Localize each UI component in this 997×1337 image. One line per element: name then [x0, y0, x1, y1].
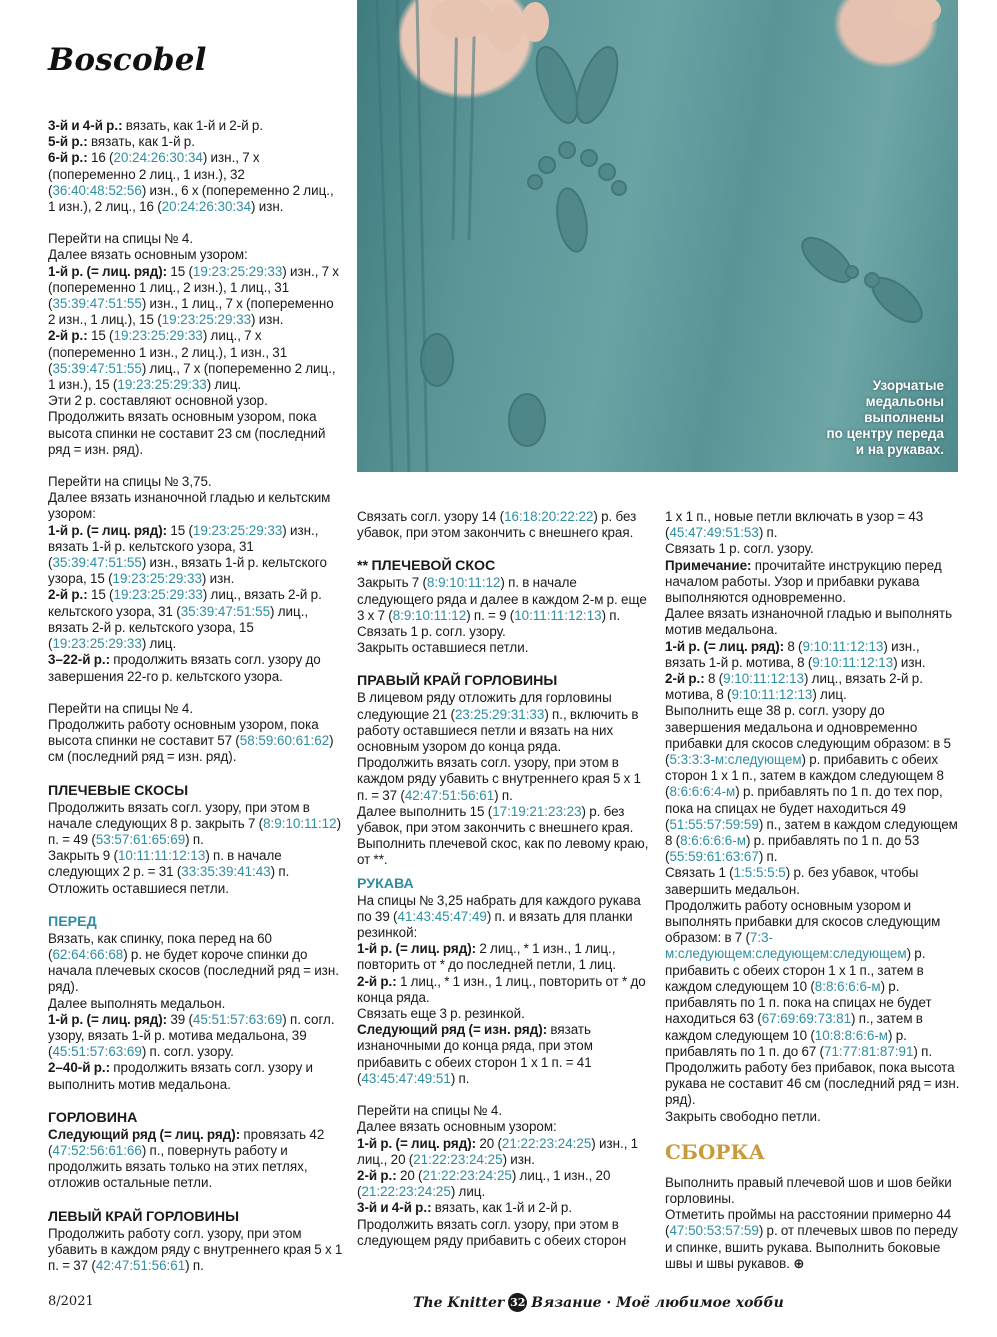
- paragraph: 1-й р. (= лиц. ряд): 15 (19:23:25:29:33) изн., вязать 1-й р. кельтского узора, 31 (35:39:47:51:55) изн., вязать 1-й р. кельтского узора, 15 (19:23:25:29:33) изн.: [48, 522, 327, 587]
- column-right: [665, 509, 961, 1272]
- paragraph: Связать 1 р. согл. узору.: [665, 541, 814, 557]
- paragraph: Закрыть 9 (10:11:11:12:13) п. в начале следующих 2 р. = 31 (33:35:39:41:43) п.: [48, 848, 290, 880]
- paragraph: 1-й р. (= лиц. ряд): 2 лиц., * 1 изн., 1 лиц., повторить от * до последней петли, 1 лиц.: [357, 941, 617, 973]
- paragraph: 2-й р.: 1 лиц., * 1 изн., 1 лиц., повторить от * до конца ряда.: [357, 973, 646, 1005]
- brand-tagline: Вязание · Моё любимое хобби: [531, 1294, 784, 1311]
- paragraph: Следующий ряд (= изн. ряд): вязать изнаночными до конца ряда, при этом прибавить с обеих сторон 1 х 1 п. = 41 (43:45:47:49:51) п.: [357, 1022, 593, 1086]
- paragraph: Связать 1 р. согл. узору.: [357, 624, 506, 640]
- paragraph: Перейти на спицы № 3,75.: [48, 474, 212, 490]
- paragraph: 1-й р. (= лиц. ряд): 20 (21:22:23:24:25) изн., 1 лиц., 20 (21:22:23:24:25) изн.: [357, 1135, 639, 1167]
- paragraph: 1-й р. (= лиц. ряд): 8 (9:10:11:12:13) изн., вязать 1-й р. мотива, 8 (9:10:11:12:13) изн.: [665, 638, 926, 670]
- paragraph: 3-й и 4-й р.: вязать, как 1-й и 2-й р.: [357, 1200, 573, 1216]
- paragraph: 1-й р. (= лиц. ряд): 15 (19:23:25:29:33) изн., 7 х (попеременно 1 лиц., 2 изн.), 1 лиц., 31 (35:39:47:51:55) изн., 1 лиц., 7 х (попеременно 2 изн., 1 лиц.), 15 (19:23:25:29:33) изн.: [48, 263, 339, 328]
- paragraph: Закрыть оставшиеся петли.: [357, 640, 529, 656]
- paragraph: Эти 2 р. составляют основной узор.: [48, 393, 268, 409]
- page-title: Boscobel: [48, 42, 207, 78]
- section-heading: ЛЕВЫЙ КРАЙ ГОРЛОВИНЫ: [48, 1208, 239, 1225]
- paragraph: Продолжить работу согл. узору, при этом убавить в каждом ряду с внутреннего края 5 х 1 п. = 37 (42:47:51:56:61) п.: [48, 1225, 343, 1273]
- paragraph: Перейти на спицы № 4.: [357, 1103, 503, 1119]
- section-heading: СБОРКА: [665, 1139, 765, 1164]
- paragraph: Связать еще 3 р. резинкой.: [357, 1006, 525, 1022]
- section-heading: РУКАВА: [357, 875, 414, 892]
- paragraph: 2-й р.: 20 (21:22:23:24:25) лиц., 1 изн., 20 (21:22:23:24:25) лиц.: [357, 1167, 611, 1200]
- paragraph: Отложить оставшиеся петли.: [48, 880, 229, 896]
- paragraph: Выполнить еще 38 р. согл. узору до завершения медальона и одновременно прибавки для скосов следующим образом: в 5 (5:3:3:3-м:следующем) р. прибавить с обеих сторон 1 х 1 п., затем в каждом следующем 8 (8:6:6:6:4-м) р. прибавлять по 1 п. до тех пор, пока на спицах не будет находиться 49 (51:55:57:59:59) п., затем в каждом следующем 8 (8:6:6:6:6-м) р. прибавлять по 1 п. до 53 (55:59:61:63:67) п.: [665, 703, 958, 865]
- paragraph: Связать 1 (1:5:5:5:5) р. без убавок, чтобы завершить медальон.: [665, 865, 919, 897]
- paragraph: Далее вязать основным узором:: [357, 1119, 557, 1135]
- issue-date: 8/2021: [48, 1294, 94, 1309]
- section-heading: ГОРЛОВИНА: [48, 1109, 138, 1126]
- paragraph: Перейти на спицы № 4.: [48, 231, 194, 247]
- paragraph: Перейти на спицы № 4.: [48, 700, 194, 716]
- paragraph: Закрыть 7 (8:9:10:11:12) п. в начале следующего ряда и далее в каждом 2-м р. еще 3 х 7 (8:9:10:11:12) п. = 9 (10:11:11:12:13) п.: [357, 575, 647, 623]
- column-middle: [357, 509, 653, 1249]
- photo-caption: Узорчатые медальоны выполнены по центру переда и на рукавах.: [826, 378, 944, 457]
- column-left: [48, 118, 344, 1274]
- page-number: 32: [508, 1293, 527, 1312]
- paragraph: Продолжить работу основным узором, пока высота спинки не составит 57 (58:59:60:61:62) см (последний ряд = изн. ряд).: [48, 716, 334, 765]
- paragraph: 3-й и 4-й р.: вязать, как 1-й и 2-й р.: [48, 118, 264, 133]
- paragraph: Далее вязать основным узором:: [48, 247, 248, 263]
- brand-name: The Knitter: [413, 1294, 505, 1311]
- section-heading: ПЕРЕД: [48, 913, 97, 930]
- paragraph: 6-й р.: 16 (20:24:26:30:34) изн., 7 х (попеременно 2 лиц., 1 изн.), 32 (36:40:48:52:56) изн., 6 х (попеременно 2 лиц., 1 изн.), 2 лиц., 16 (20:24:26:30:34) изн.: [48, 150, 334, 215]
- paragraph: Выполнить правый плечевой шов и шов бейки горловины.: [665, 1174, 952, 1206]
- paragraph: 5-й р.: вязать, как 1-й р.: [48, 134, 195, 150]
- paragraph: Далее выполнять медальон.: [48, 995, 226, 1011]
- paragraph: 3–22-й р.: продолжить вязать согл. узору до завершения 22-го р. кельтского узора.: [48, 652, 321, 684]
- paragraph: 1-й р. (= лиц. ряд): 39 (45:51:57:63:69) п. согл. узору, вязать 1-й р. мотива медальона, 39 (45:51:57:63:69) п. согл. узору.: [48, 1011, 335, 1060]
- paragraph: Продолжить работу основным узором и выполнять прибавки для скосов следующим образом: в 7 (7:3-м:следующем:следующем:следующем) р. прибавить с обеих сторон 1 х 1 п., затем в каждом следующем 10 (8:8:6:6:6-м) р. прибавлять по 1 п. пока на спицах не будет находиться 63 (67:69:69:73:81) п., затем в каждом следующем 10 (10:8:8:6:6-м) р. прибавлять по 1 п. до 67 (71:77:81:87:91) п.: [665, 897, 941, 1059]
- paragraph: 2-й р.: 8 (9:10:11:12:13) лиц., вязать 2-й р. мотива, 8 (9:10:11:12:13) лиц.: [665, 671, 923, 703]
- paragraph: Вязать, как спинку, пока перед на 60 (62:64:66:68) р. не будет короче спинки до начала плечевых скосов (последний ряд = изн. ряд).: [48, 930, 339, 995]
- paragraph: Продолжить вязать согл. узору, при этом в каждом ряду убавить с внутреннего края 5 х 1 п. = 37 (42:47:51:56:61) п.: [357, 755, 641, 803]
- paragraph: Далее выполнить 15 (17:19:21:23:23) р. без убавок, при этом закончить с внешнего края.: [357, 803, 634, 836]
- section-heading: ПЛЕЧЕВЫЕ СКОСЫ: [48, 782, 189, 799]
- paragraph: Отметить проймы на расстоянии примерно 44 (47:50:53:57:59) р. от плечевых швов по переду и спинке, вшить рукава. Выполнить боковые швы и швы рукавов. ⊕: [665, 1207, 958, 1271]
- paragraph: Далее вязать изнаночной гладью и выполнять мотив медальона.: [665, 606, 953, 638]
- section-heading: ПРАВЫЙ КРАЙ ГОРЛОВИНЫ: [357, 673, 558, 690]
- paragraph: Связать согл. узору 14 (16:18:20:22:22) р. без убавок, при этом закончить с внешнего края.: [357, 509, 637, 541]
- paragraph: Выполнить плечевой скос, как по левому краю, от **.: [357, 836, 649, 868]
- paragraph: Продолжить вязать согл. узору, при этом в следующем ряду прибавить с обеих сторон: [357, 1216, 627, 1248]
- paragraph: В лицевом ряду отложить для горловины следующие 21 (23:25:29:31:33) п., включить в работу оставшиеся петли и вязать на них основным узором до конца ряда.: [357, 690, 639, 755]
- section-heading: ** ПЛЕЧЕВОЙ СКОС: [357, 558, 496, 575]
- paragraph: 2–40-й р.: продолжить вязать согл. узору и выполнить мотив медальона.: [48, 1060, 313, 1092]
- footer-brand: [413, 1293, 784, 1312]
- paragraph: Далее вязать изнаночной гладью и кельтским узором:: [48, 490, 331, 522]
- paragraph: Примечание: прочитайте инструкцию перед началом работы. Узор и прибавки рукава выполняются одновременно.: [665, 557, 942, 606]
- paragraph: Продолжить вязать основным узором, пока высота спинки не составит 23 см (последний ряд = изн. ряд).: [48, 409, 326, 457]
- paragraph: Закрыть свободно петли.: [665, 1108, 821, 1124]
- paragraph: 2-й р.: 15 (19:23:25:29:33) лиц., 7 х (попеременно 1 изн., 2 лиц.), 1 изн., 31 (35:39:47:51:55) лиц., 7 х (попеременно 2 лиц., 1 изн.), 15 (19:23:25:29:33) лиц.: [48, 328, 336, 393]
- paragraph: Следующий ряд (= лиц. ряд): провязать 42 (47:52:56:61:66) п., повернуть работу и продолжить вязать только на этих петлях, отложив остальные петли.: [48, 1126, 325, 1191]
- paragraph: На спицы № 3,25 набрать для каждого рукава по 39 (41:43:45:47:49) п. и вязать для планки резинкой:: [357, 892, 641, 941]
- paragraph: 1 х 1 п., новые петли включать в узор = 43 (45:47:49:51:53) п.: [665, 509, 924, 541]
- paragraph: 2-й р.: 15 (19:23:25:29:33) лиц., вязать 2-й р. кельтского узора, 31 (35:39:47:51:55) лиц., вязать 2-й р. кельтского узора, 15 (19:23:25:29:33) лиц.: [48, 587, 322, 652]
- paragraph: Продолжить вязать согл. узору, при этом в начале следующих 8 р. закрыть 7 (8:9:10:11:12) п. = 49 (53:57:61:65:69) п.: [48, 799, 342, 847]
- sweater-photo: [357, 0, 958, 472]
- end-mark-icon: ⊕: [793, 1255, 805, 1271]
- paragraph: Продолжить работу без прибавок, пока высота рукава не составит 46 см (последний ряд = изн. ряд).: [665, 1059, 960, 1108]
